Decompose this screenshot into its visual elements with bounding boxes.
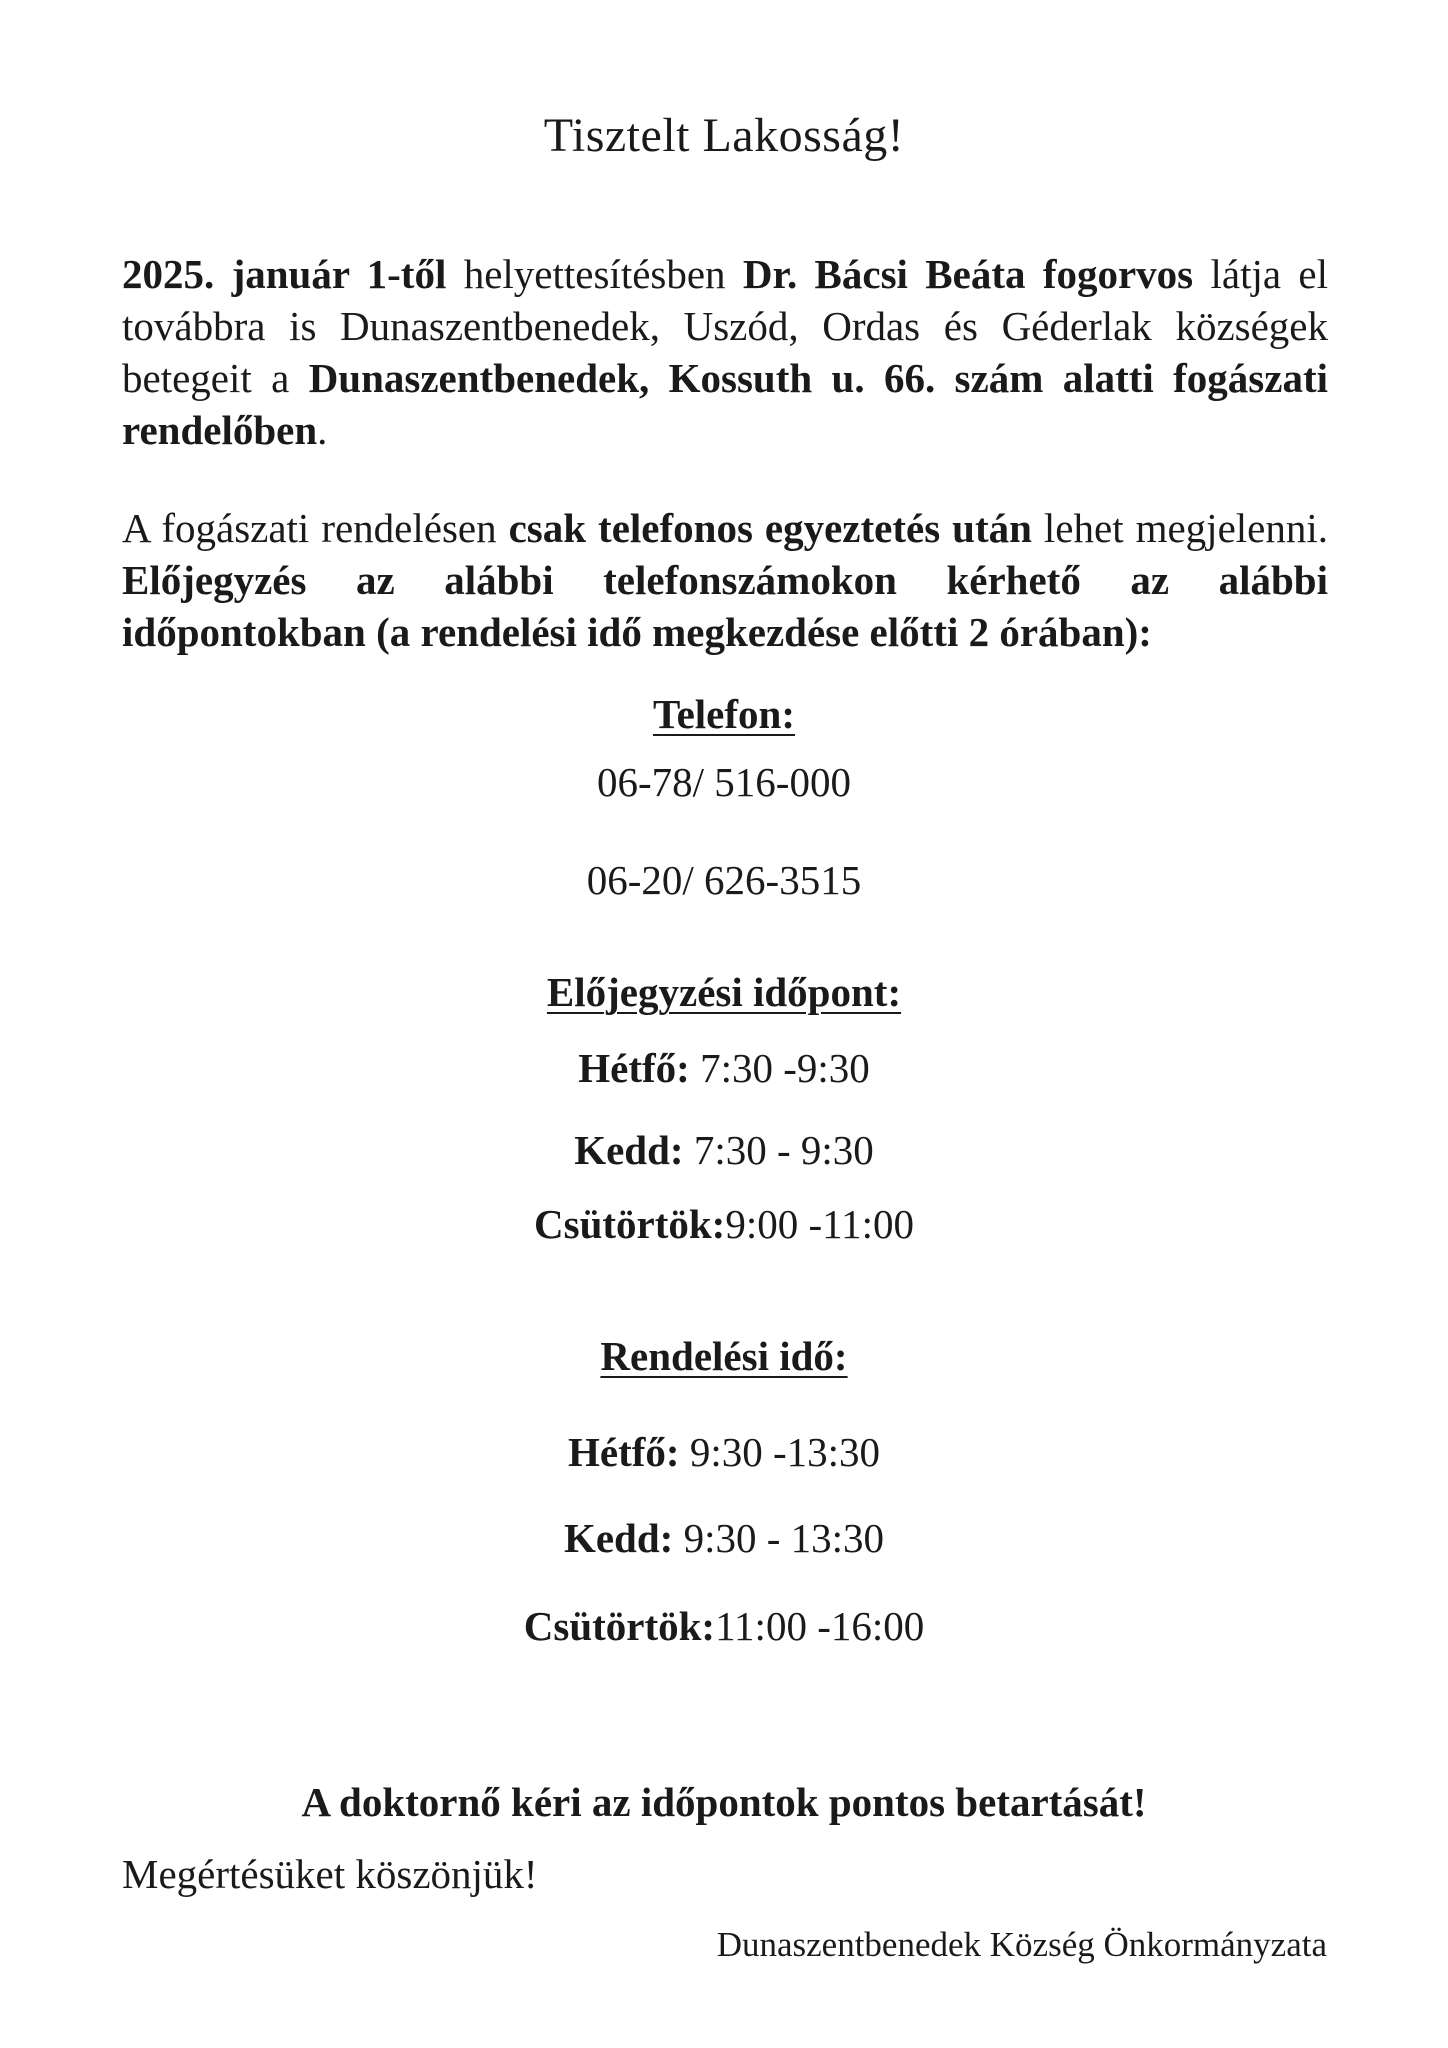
booking-time-thursday: 9:00 -11:00 [725,1201,914,1247]
booking-row-monday [0,1042,1448,1094]
appointment-text-1: A fogászati rendelésen [122,505,509,551]
office-row-thursday [0,1600,1448,1652]
closing-request: A doktornő kéri az időpontok pontos betartását! [301,1779,1147,1825]
intro-text-1: helyettesítésben [446,251,743,297]
office-row-tuesday [0,1512,1448,1564]
start-date: 2025. január 1-től [122,251,447,297]
office-day-tuesday: Kedd: [563,1515,674,1561]
booking-time-monday: 7:30 -9:30 [689,1045,870,1091]
intro-text-3: . [317,407,328,453]
booking-row-thursday [0,1198,1448,1250]
office-hours-heading: Rendelési idő: [600,1333,848,1379]
phone-number-1: 06-78/ 516-000 [597,759,851,805]
phone-heading: Telefon: [653,691,795,737]
phone-number-2: 06-20/ 626-3515 [586,857,862,903]
booking-day-thursday: Csütörtök: [534,1201,726,1247]
office-day-monday: Hétfő: [568,1429,680,1475]
booking-day-monday: Hétfő: [578,1045,690,1091]
office-time-thursday: 11:00 -16:00 [715,1603,925,1649]
clinic-address: Dunaszentbenedek, Kossuth u. 66. szám alatti fogászati rendelőben [122,355,1329,453]
intro-text-2: látja el továbbra is Dunaszentbenedek, Uszód, Ordas és Géderlak községek betegeit a [122,251,1328,401]
phone-only-notice: csak telefonos egyeztetés után [508,505,1032,551]
appointment-paragraph [122,502,1328,658]
page-title: Tisztelt Lakosság! [543,109,905,162]
booking-day-tuesday: Kedd: [574,1127,684,1173]
booking-times-heading: Előjegyzési időpont: [546,969,902,1015]
booking-notice: Előjegyzés az alábbi telefonszámokon kérhető az alábbi időpontokban (a rendelési idő megkezdése előtti 2 órában): [122,557,1328,655]
signature: Dunaszentbenedek Község Önkormányzata [716,1925,1327,1964]
booking-row-tuesday [0,1124,1448,1176]
doctor-name: Dr. Bácsi Beáta fogorvos [742,251,1194,297]
intro-paragraph [122,248,1328,456]
office-time-tuesday: 9:30 - 13:30 [673,1515,885,1561]
booking-time-tuesday: 7:30 - 9:30 [683,1127,874,1173]
office-time-monday: 9:30 -13:30 [679,1429,880,1475]
office-row-monday [0,1426,1448,1478]
thanks-text: Megértésüket köszönjük! [122,1851,538,1897]
office-day-thursday: Csütörtök: [523,1603,716,1649]
appointment-text-2: lehet megjelenni. [1031,505,1328,551]
